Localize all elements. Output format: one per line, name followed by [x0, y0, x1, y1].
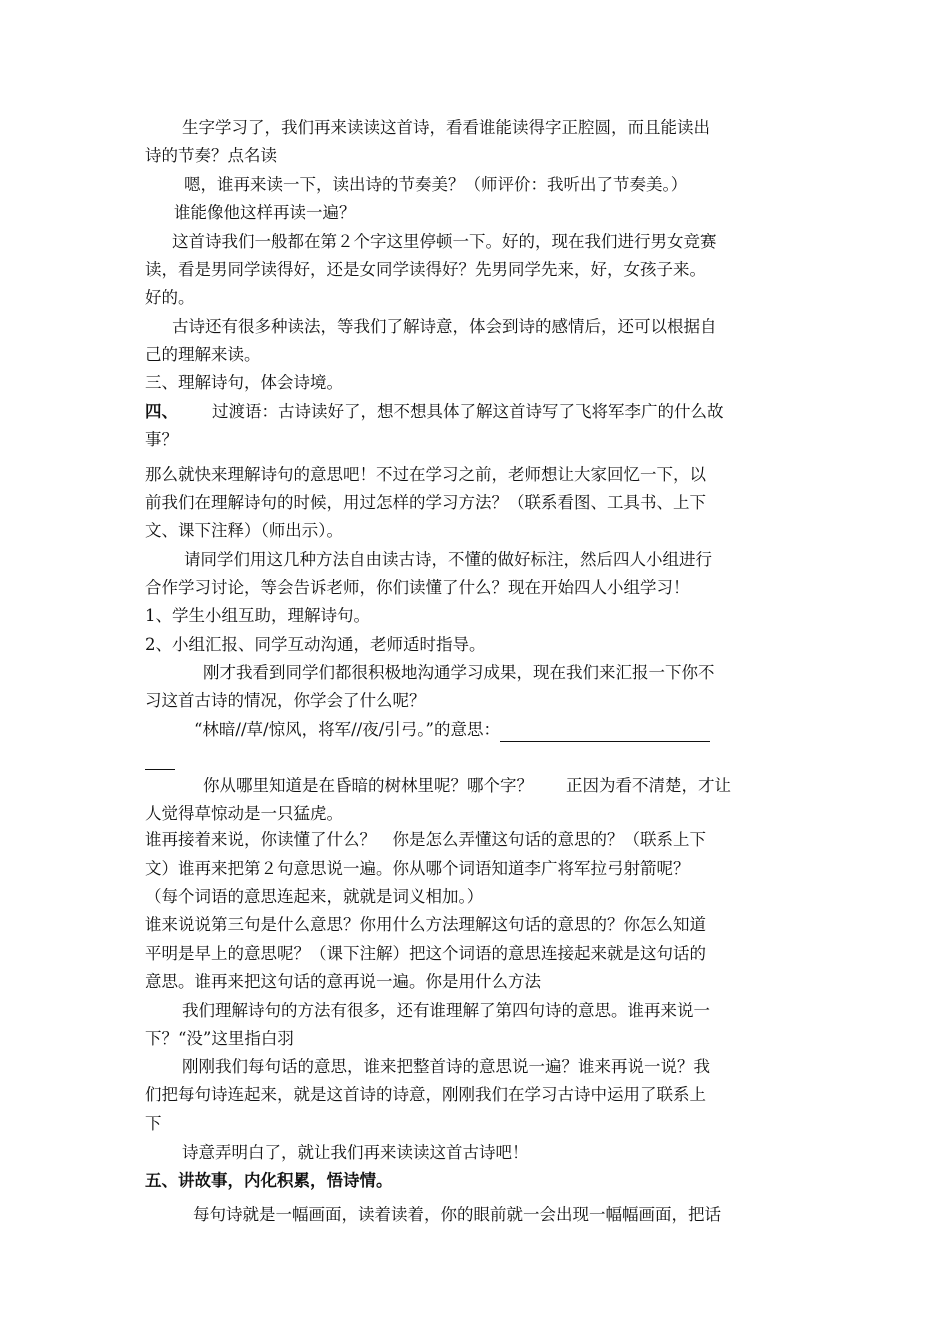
text-line: 那么就快来理解诗句的意思吧！不过在学习之前，老师想让大家回忆一下，以 — [145, 465, 706, 484]
text-line: 事？ — [145, 430, 178, 449]
text-line: 们把每句诗连起来，就是这首诗的诗意，刚刚我们在学习古诗中运用了联系上 — [145, 1085, 706, 1104]
text-line: 平明是早上的意思呢？（课下注解）把这个词语的意思连接起来就是这句话的 — [145, 944, 706, 963]
text-line: （每个词语的意思连起来，就就是词义相加。） — [145, 887, 484, 906]
text-line: 谁再接着来说，你读懂了什么？ 你是怎么弄懂这句话的意思的？（联系上下 — [145, 830, 706, 849]
text-line: 合作学习讨论，等会告诉老师，你们读懂了什么？现在开始四人小组学习！ — [145, 578, 690, 597]
text-line: 前我们在理解诗句的时候，用过怎样的学习方法？（联系看图、工具书、上下 — [145, 493, 706, 512]
meaning-prompt: “林暗//草/惊风，将军//夜/引弓。”的意思： — [194, 720, 500, 739]
text-line: 生字学习了，我们再来读读这首诗，看看谁能读得字正腔圆，而且能读出 — [182, 118, 710, 137]
text-line: 诗意弄明白了，就让我们再来读读这首古诗吧！ — [182, 1143, 529, 1162]
text-line: 嗯，谁再来读一下，读出诗的节奏美？（师评价：我听出了节奏美。） — [184, 175, 688, 194]
text-line: 谁来说说第三句是什么意思？你用什么方法理解这句话的意思的？你怎么知道 — [145, 915, 706, 934]
text-line: 读，看是男同学读得好，还是女同学读得好？先男同学先来，好，女孩子来。 — [145, 260, 706, 279]
text-line: 文）谁再来把第２句意思说一遍。你从哪个词语知道李广将军拉弓射箭呢？ — [145, 859, 690, 878]
text-line: 谁能像他这样再读一遍？ — [174, 203, 356, 222]
text-line: 下？“没”这里指白羽 — [145, 1029, 294, 1048]
section-heading-5: 五、讲故事，内化积累，悟诗情。 — [145, 1171, 393, 1190]
answer-blank-continuation — [145, 747, 175, 770]
text-line: 文、课下注释）（师出示）。 — [145, 521, 343, 540]
text-line: 我们理解诗句的方法有很多，还有谁理解了第四句诗的意思。谁再来说一 — [182, 1001, 710, 1020]
text-line: 刚才我看到同学们都很积极地沟通学习成果，现在我们来汇报一下你不 — [203, 663, 715, 682]
text-line: 过渡语：古诗读好了，想不想具体了解这首诗写了飞将军李广的什么故 — [212, 402, 724, 421]
text-line: 古诗还有很多种读法，等我们了解诗意，体会到诗的感情后，还可以根据自 — [172, 317, 717, 336]
answer-blank — [500, 719, 710, 742]
text-line: 好的。 — [145, 288, 195, 307]
text-line: 意思。谁再来把这句话的意再说一遍。你是用什么方法 — [145, 972, 541, 991]
text-line: 人觉得草惊动是一只猛虎。 — [145, 804, 343, 823]
text-line: 下 — [145, 1114, 162, 1133]
text-line: 每句诗就是一幅画面，读着读着，你的眼前就一会出现一幅幅画面，把话 — [193, 1205, 721, 1224]
text-line: 你从哪里知道是在昏暗的树林里呢？哪个字？ 正因为看不清楚，才让 — [203, 776, 731, 795]
text-line: 刚刚我们每句话的意思，谁来把整首诗的意思说一遍？谁来再说一说？我 — [182, 1057, 710, 1076]
list-item: 1、学生小组互助，理解诗句。 — [145, 606, 370, 625]
text-line: 习这首古诗的情况，你学会了什么呢？ — [145, 691, 426, 710]
text-line: 请同学们用这几种方法自由读古诗，不懂的做好标注，然后四人小组进行 — [184, 550, 712, 569]
text-line: 诗的节奏？点名读 — [145, 146, 277, 165]
section-heading-4: 四、 — [145, 402, 178, 421]
text-line — [194, 719, 710, 742]
list-item: 2、小组汇报、同学互动沟通，老师适时指导。 — [145, 635, 486, 654]
text-line: 己的理解来读。 — [145, 345, 261, 364]
text-line: 这首诗我们一般都在第２个字这里停顿一下。好的，现在我们进行男女竞赛 — [172, 232, 717, 251]
section-heading-3: 三、理解诗句，体会诗境。 — [145, 373, 343, 392]
